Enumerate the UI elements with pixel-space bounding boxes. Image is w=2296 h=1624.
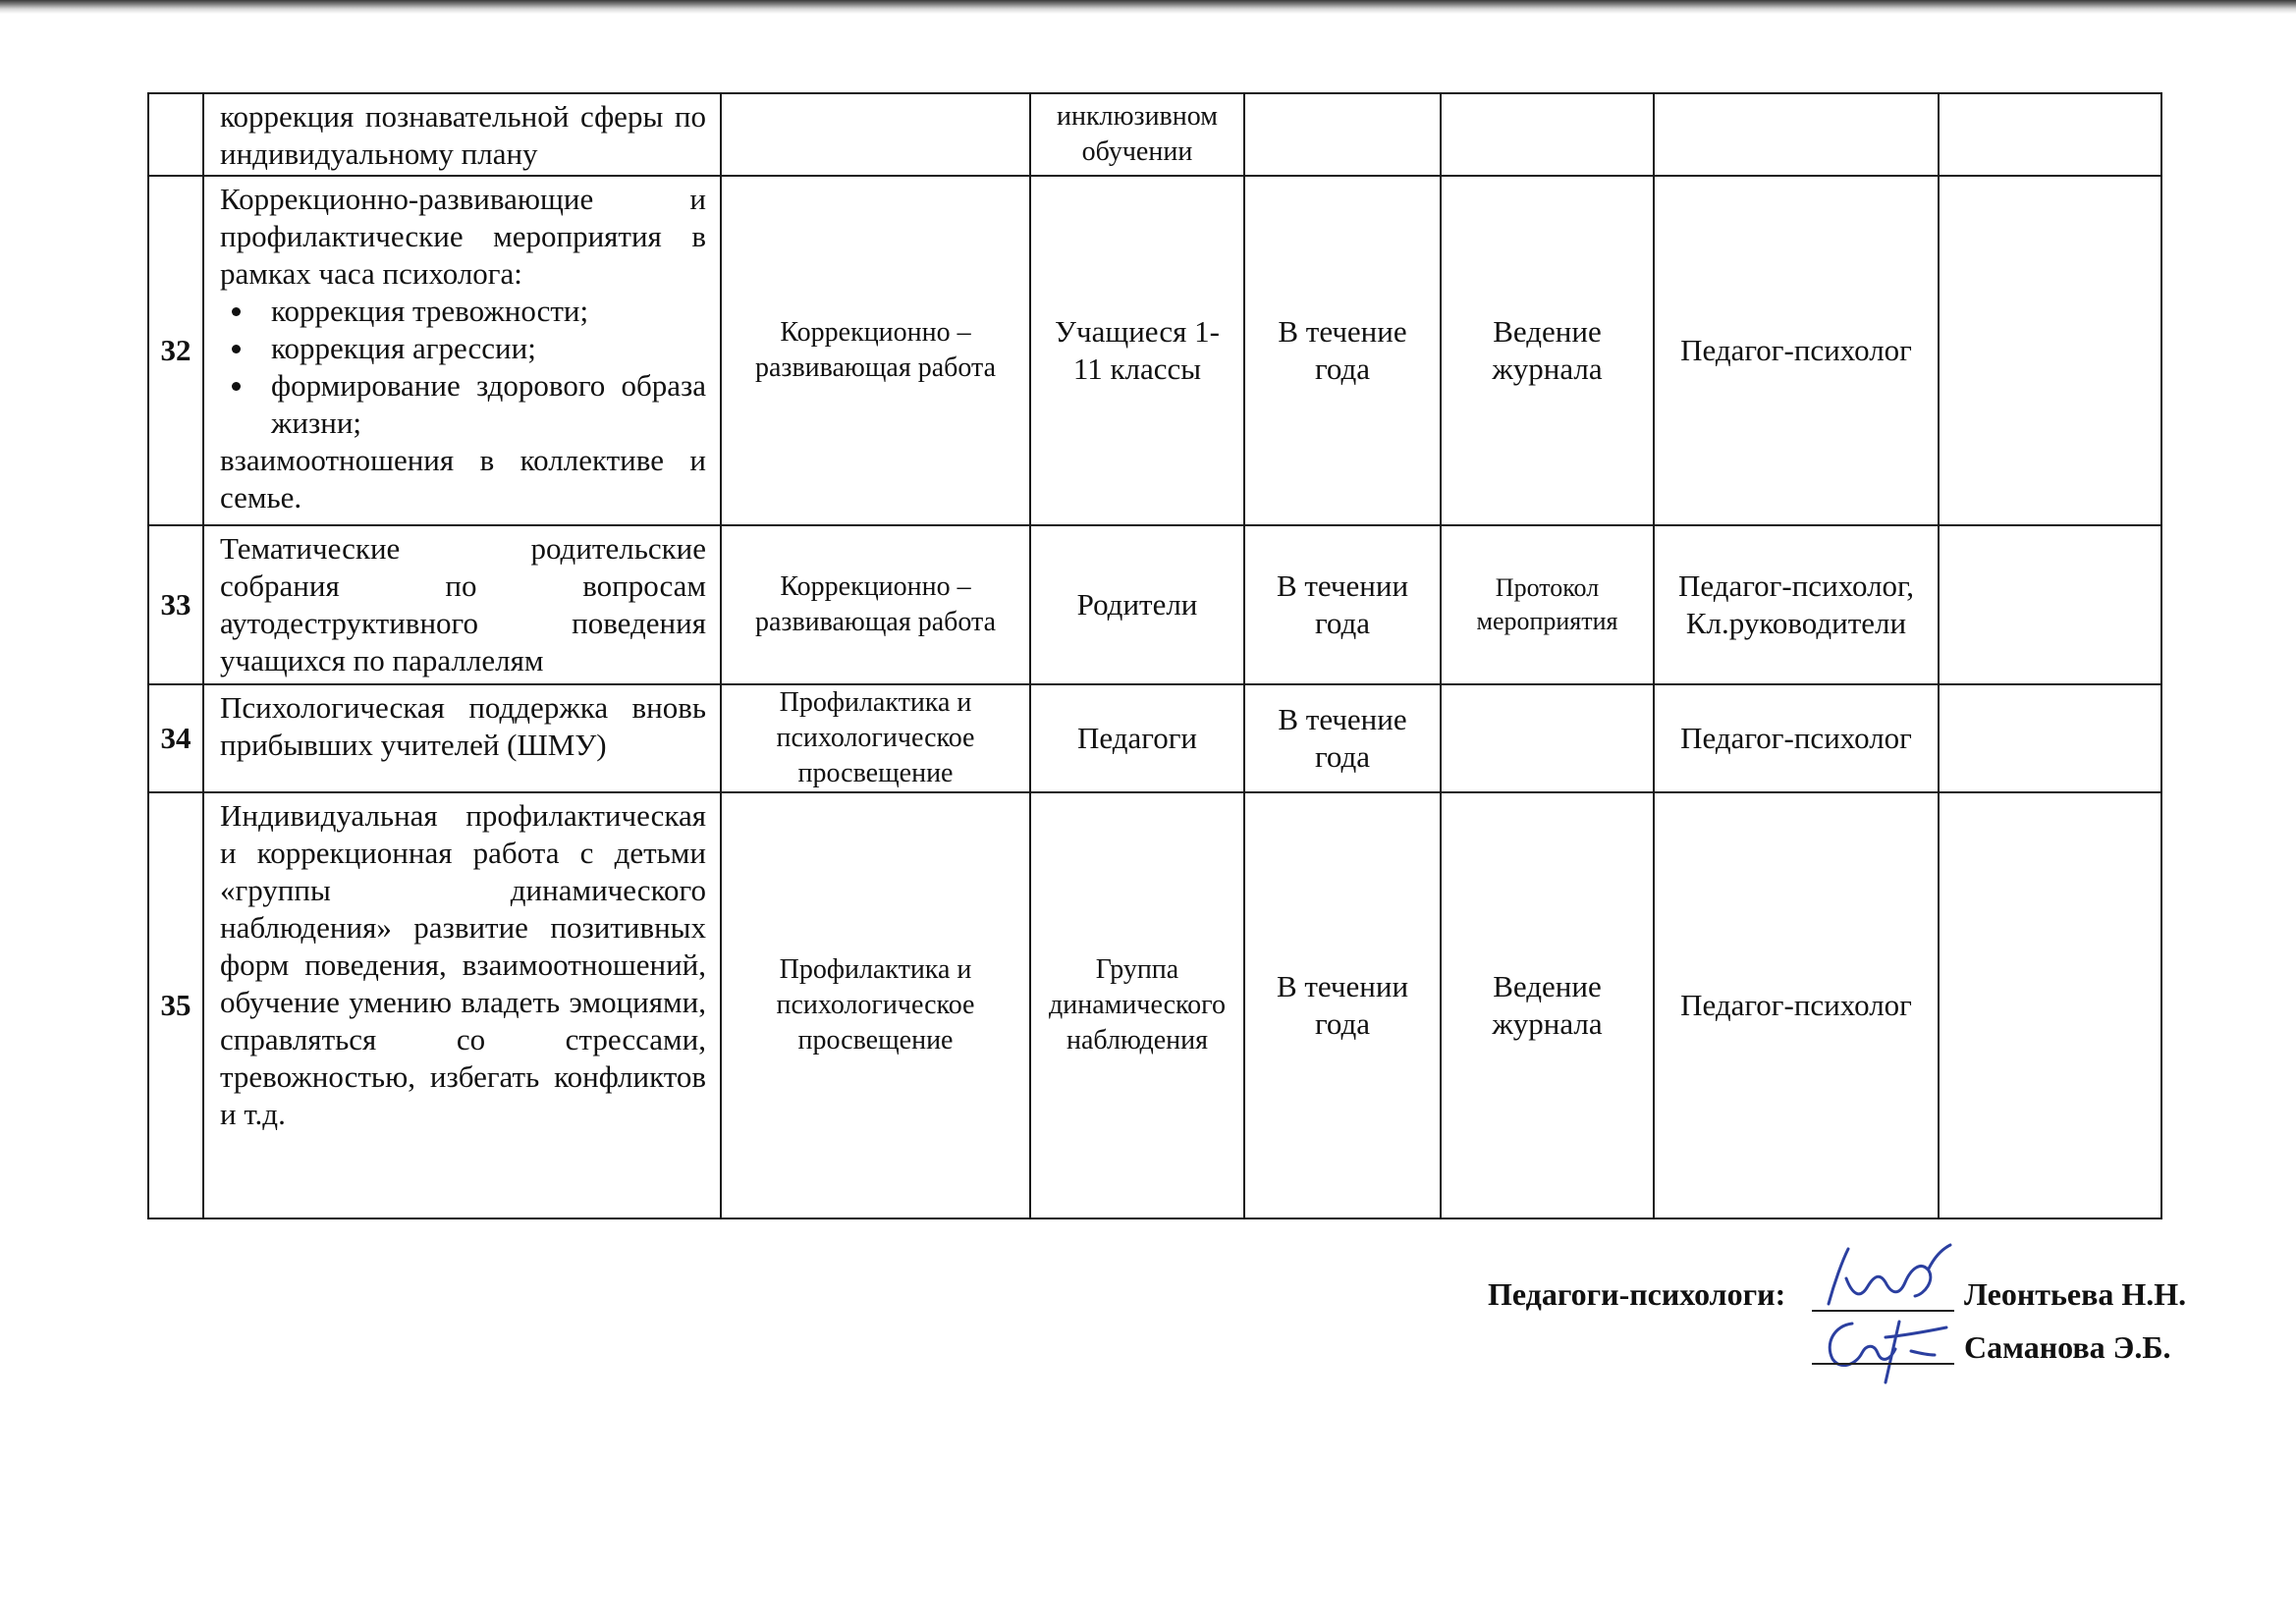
note-cell: [1939, 176, 2161, 525]
activity-description: Тематические родительские собрания по вопросам аутодеструктивного поведения учащихся по параллелям: [203, 525, 721, 684]
participants-cell: Педагоги: [1030, 684, 1244, 792]
activity-intro: Коррекционно-развивающие и профилактические мероприятия в рамках часа психолога:: [220, 182, 706, 291]
psychologist-name-2: Саманова Э.Б.: [1964, 1329, 2171, 1365]
psychologist-name-1: Леонтьева Н.Н.: [1964, 1276, 2187, 1312]
responsible-cell: [1654, 93, 1939, 176]
signature-line: [1812, 1363, 1954, 1365]
reporting-cell: [1441, 684, 1654, 792]
participants-cell: инклюзивном обучении: [1030, 93, 1244, 176]
table-row-35: [148, 792, 2161, 1218]
activity-description: коррекция познавательной сферы по индивидуальному плану: [203, 93, 721, 176]
handwritten-signature-1: [1817, 1239, 1964, 1318]
signature-stroke: [1829, 1245, 1950, 1304]
work-form-cell: Коррекционно – развивающая работа: [721, 176, 1030, 525]
table-row-33: [148, 525, 2161, 684]
period-cell: В течение года: [1244, 684, 1441, 792]
activity-bullet-list: [220, 293, 706, 442]
reporting-cell: Протокол мероприятия: [1441, 525, 1654, 684]
table-row-32: [148, 176, 2161, 525]
row-number: 34: [148, 684, 203, 792]
signature-line: [1812, 1310, 1954, 1312]
table-row-continued: [148, 93, 2161, 176]
signatures-label: Педагоги-психологи:: [1488, 1276, 1786, 1312]
responsible-cell: Педагог-психолог: [1654, 684, 1939, 792]
responsible-cell: Педагог-психолог: [1654, 176, 1939, 525]
scan-edge: [0, 0, 2296, 14]
reporting-cell: [1441, 93, 1654, 176]
activity-description: Индивидуальная профилактическая и коррекционная работа с детьми «группы динамического наблюдения» развитие позитивных форм поведения, взаимоотношений, обучение умению владеть эмоциями, справляться со стрессами, тревожностью, избегать конфликтов и т.д.: [203, 792, 721, 1218]
work-form-cell: Профилактика и психологическое просвещение: [721, 792, 1030, 1218]
responsible-cell: Педагог-психолог: [1654, 792, 1939, 1218]
activity-description: Психологическая поддержка вновь прибывших учителей (ШМУ): [203, 684, 721, 792]
bullet-item: формирование здорового образа жизни;: [271, 368, 706, 440]
work-form-cell: [721, 93, 1030, 176]
period-cell: [1244, 93, 1441, 176]
period-cell: В течение года: [1244, 176, 1441, 525]
activity-description: [203, 176, 721, 525]
note-cell: [1939, 525, 2161, 684]
bullet-item: коррекция тревожности;: [271, 293, 706, 330]
table-row-34: [148, 684, 2161, 792]
work-form-cell: Профилактика и психологическое просвещение: [721, 684, 1030, 792]
row-number-cell: [148, 93, 203, 176]
period-cell: В течении года: [1244, 792, 1441, 1218]
handwritten-signature-2: [1817, 1310, 1964, 1388]
signature-block: [1488, 1267, 2195, 1384]
row-number: 32: [148, 176, 203, 525]
activity-tail: взаимоотношения в коллективе и семье.: [220, 443, 706, 514]
row-number: 33: [148, 525, 203, 684]
signature-stroke: [1830, 1322, 1946, 1382]
work-form-cell: Коррекционно – развивающая работа: [721, 525, 1030, 684]
reporting-cell: Ведение журнала: [1441, 792, 1654, 1218]
reporting-cell: Ведение журнала: [1441, 176, 1654, 525]
note-cell: [1939, 792, 2161, 1218]
participants-cell: Группа динамического наблюдения: [1030, 792, 1244, 1218]
note-cell: [1939, 684, 2161, 792]
plan-table: [147, 92, 2162, 1219]
participants-cell: Учащиеся 1-11 классы: [1030, 176, 1244, 525]
responsible-cell: Педагог-психолог, Кл.руководители: [1654, 525, 1939, 684]
bullet-item: коррекция агрессии;: [271, 330, 706, 367]
note-cell: [1939, 93, 2161, 176]
period-cell: В течении года: [1244, 525, 1441, 684]
participants-cell: Родители: [1030, 525, 1244, 684]
row-number: 35: [148, 792, 203, 1218]
